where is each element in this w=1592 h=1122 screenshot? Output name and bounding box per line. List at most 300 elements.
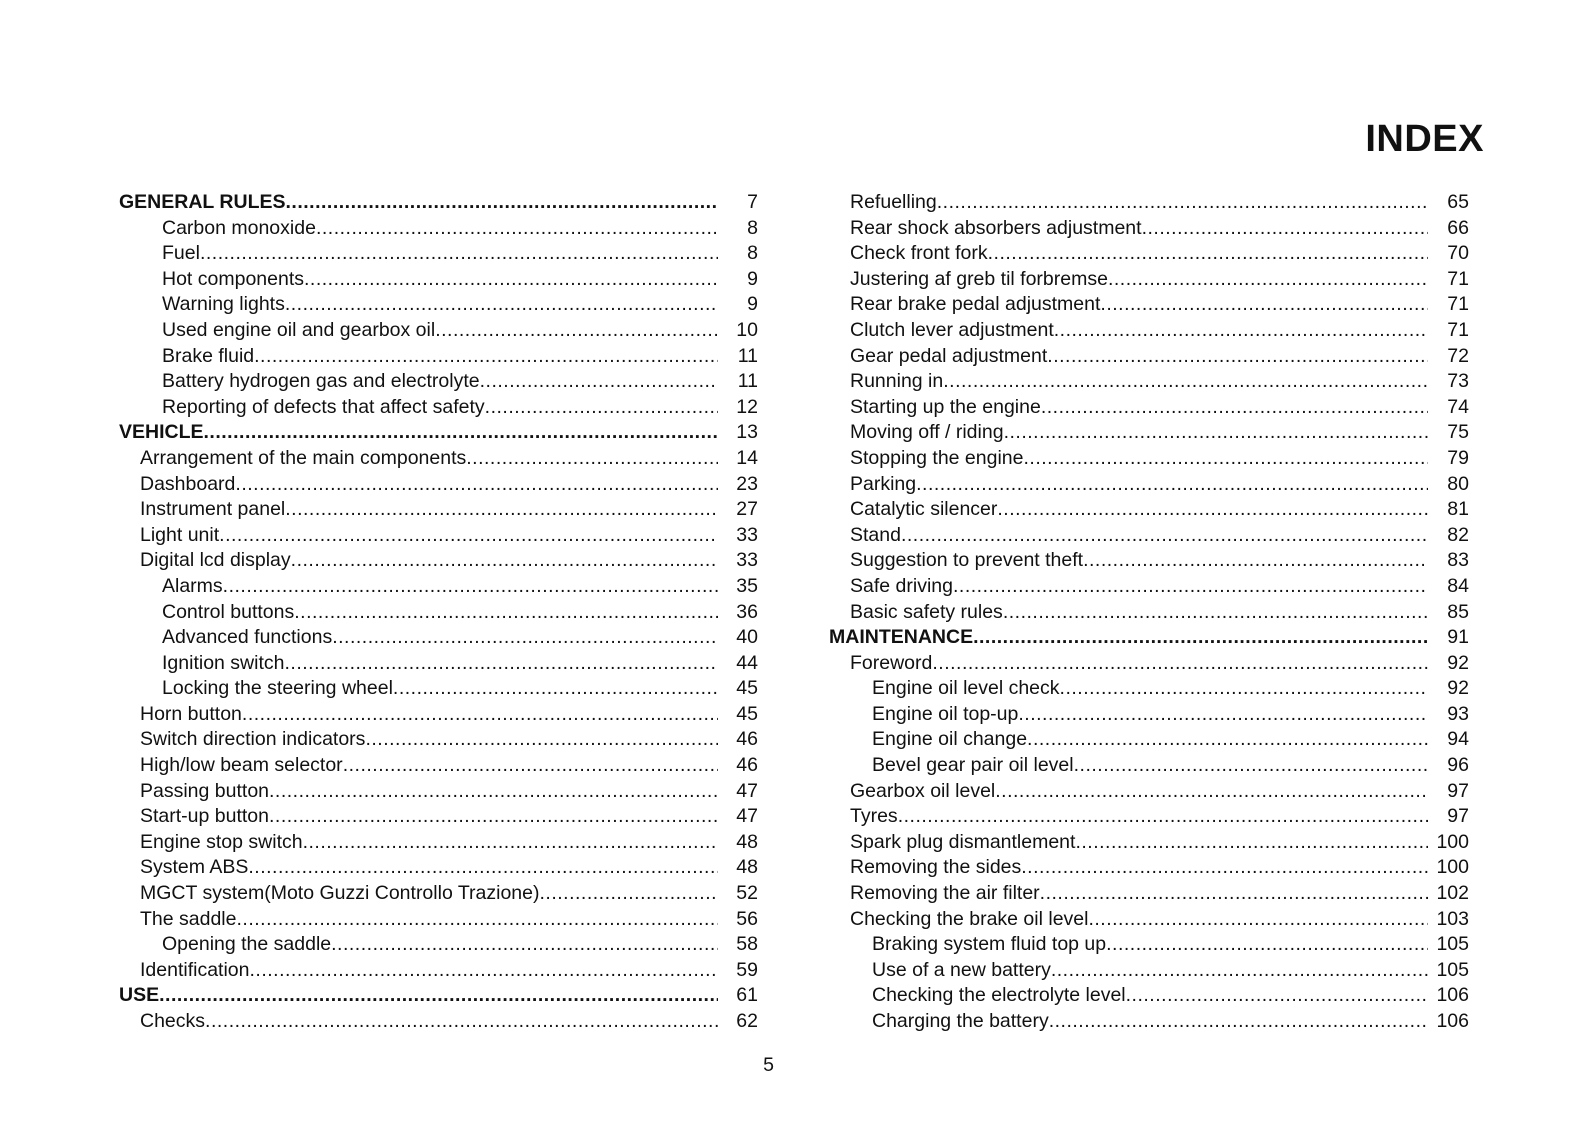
toc-entry-label: Removing the sides bbox=[850, 855, 1021, 881]
dot-leader bbox=[1040, 881, 1428, 907]
dot-leader bbox=[219, 523, 718, 549]
toc-entry-label: Battery hydrogen gas and electrolyte bbox=[162, 369, 480, 395]
dot-leader bbox=[365, 727, 718, 753]
toc-entry-label: Gearbox oil level bbox=[850, 779, 995, 805]
dot-leader bbox=[1100, 292, 1428, 318]
toc-entry[interactable] bbox=[829, 420, 1499, 446]
toc-entry[interactable] bbox=[829, 881, 1499, 907]
toc-entry[interactable] bbox=[829, 907, 1499, 933]
toc-entry[interactable] bbox=[119, 318, 775, 344]
toc-entry-label: Parking bbox=[850, 472, 916, 498]
toc-entry-label: Braking system fluid top up bbox=[872, 932, 1106, 958]
toc-entry[interactable] bbox=[829, 600, 1499, 626]
dot-leader bbox=[943, 369, 1428, 395]
toc-entry-label: Spark plug dismantlement bbox=[850, 830, 1075, 856]
toc-entry-leader bbox=[162, 369, 718, 395]
toc-left-column bbox=[119, 190, 775, 1035]
toc-entry-page-number: 9 bbox=[747, 293, 758, 316]
toc-entry-leader bbox=[850, 881, 1428, 907]
toc-entry[interactable] bbox=[119, 216, 775, 242]
toc-entry-page-number: 27 bbox=[736, 498, 758, 521]
toc-entry-page-number: 36 bbox=[736, 600, 758, 623]
dot-leader bbox=[291, 548, 718, 574]
toc-entry-label: Check front fork bbox=[850, 241, 988, 267]
toc-entry[interactable] bbox=[829, 369, 1499, 395]
page-number: 5 bbox=[763, 1054, 774, 1076]
toc-entry-page-number: 85 bbox=[1447, 600, 1469, 623]
toc-entry[interactable] bbox=[119, 497, 775, 523]
toc-entry-label: Used engine oil and gearbox oil bbox=[162, 318, 435, 344]
toc-entry-page-number: 47 bbox=[736, 779, 758, 802]
dot-leader bbox=[1075, 830, 1428, 856]
toc-entry-leader bbox=[162, 267, 718, 293]
toc-entry-leader bbox=[162, 600, 718, 626]
toc-entry-page-number: 93 bbox=[1447, 702, 1469, 725]
toc-entry-leader bbox=[140, 497, 718, 523]
dot-leader bbox=[332, 625, 718, 651]
toc-entry[interactable] bbox=[829, 958, 1499, 984]
toc-entry[interactable] bbox=[829, 676, 1499, 702]
toc-entry[interactable] bbox=[119, 241, 775, 267]
toc-section-heading[interactable] bbox=[119, 190, 775, 216]
toc-entry-page-number: 46 bbox=[736, 754, 758, 777]
toc-entry-label: Switch direction indicators bbox=[140, 727, 365, 753]
toc-entry-leader bbox=[872, 727, 1428, 753]
toc-entry[interactable] bbox=[119, 267, 775, 293]
toc-entry-label: Advanced functions bbox=[162, 625, 332, 651]
toc-entry-leader bbox=[162, 625, 718, 651]
toc-entry-label: Bevel gear pair oil level bbox=[872, 753, 1074, 779]
dot-leader bbox=[285, 497, 718, 523]
dot-leader bbox=[1083, 548, 1428, 574]
toc-entry-label: VEHICLE bbox=[119, 420, 204, 446]
toc-entry-leader bbox=[140, 523, 718, 549]
toc-entry-leader bbox=[850, 651, 1428, 677]
dot-leader bbox=[236, 907, 718, 933]
toc-entry-page-number: 9 bbox=[747, 267, 758, 290]
toc-entry-page-number: 58 bbox=[736, 933, 758, 956]
toc-entry-label: Removing the air filter bbox=[850, 881, 1040, 907]
toc-section-heading[interactable] bbox=[119, 983, 775, 1009]
toc-entry[interactable] bbox=[119, 881, 775, 907]
toc-entry-label: Use of a new battery bbox=[872, 958, 1051, 984]
toc-entry[interactable] bbox=[829, 702, 1499, 728]
toc-entry-leader bbox=[162, 574, 718, 600]
toc-entry[interactable] bbox=[119, 779, 775, 805]
toc-entry-leader bbox=[140, 1009, 718, 1035]
toc-entry-leader bbox=[850, 830, 1428, 856]
toc-entry-page-number: 80 bbox=[1447, 472, 1469, 495]
toc-entry[interactable] bbox=[829, 318, 1499, 344]
toc-entry-page-number: 100 bbox=[1436, 830, 1469, 853]
dot-leader bbox=[1041, 395, 1428, 421]
toc-entry-label: Checking the electrolyte level bbox=[872, 983, 1126, 1009]
toc-entry[interactable] bbox=[829, 344, 1499, 370]
toc-entry[interactable] bbox=[829, 241, 1499, 267]
dot-leader bbox=[250, 958, 719, 984]
toc-entry-page-number: 105 bbox=[1436, 933, 1469, 956]
toc-entry[interactable] bbox=[119, 625, 775, 651]
toc-entry[interactable] bbox=[829, 395, 1499, 421]
dot-leader bbox=[304, 267, 718, 293]
dot-leader bbox=[937, 190, 1428, 216]
toc-entry-label: The saddle bbox=[140, 907, 236, 933]
toc-entry[interactable] bbox=[119, 651, 775, 677]
toc-entry-label: High/low beam selector bbox=[140, 753, 343, 779]
toc-entry-leader bbox=[140, 907, 718, 933]
dot-leader bbox=[1023, 446, 1428, 472]
toc-entry-page-number: 91 bbox=[1447, 626, 1469, 649]
toc-entry-label: Refuelling bbox=[850, 190, 937, 216]
dot-leader bbox=[973, 625, 1428, 651]
toc-entry[interactable] bbox=[829, 497, 1499, 523]
dot-leader bbox=[316, 216, 718, 242]
toc-entry[interactable] bbox=[829, 651, 1499, 677]
toc-entry-label: Opening the saddle bbox=[162, 932, 331, 958]
toc-entry-leader bbox=[850, 600, 1428, 626]
dot-leader bbox=[254, 344, 718, 370]
toc-entry-page-number: 14 bbox=[736, 446, 758, 469]
toc-entry-leader bbox=[872, 958, 1428, 984]
toc-entry-leader bbox=[872, 932, 1428, 958]
toc-entry-leader bbox=[872, 983, 1428, 1009]
toc-entry-leader bbox=[850, 497, 1428, 523]
toc-entry-leader bbox=[850, 369, 1428, 395]
toc-entry-leader bbox=[162, 676, 718, 702]
toc-entry-leader bbox=[872, 702, 1428, 728]
dot-leader bbox=[988, 241, 1428, 267]
toc-entry-label: Light unit bbox=[140, 523, 219, 549]
toc-entry-label: Identification bbox=[140, 958, 250, 984]
toc-entry[interactable] bbox=[119, 446, 775, 472]
toc-entry[interactable] bbox=[119, 830, 775, 856]
dot-leader bbox=[223, 574, 718, 600]
dot-leader bbox=[1004, 420, 1428, 446]
toc-entry-page-number: 96 bbox=[1447, 754, 1469, 777]
toc-entry[interactable] bbox=[829, 267, 1499, 293]
toc-entry-page-number: 94 bbox=[1447, 728, 1469, 751]
toc-entry-page-number: 10 bbox=[736, 318, 758, 341]
dot-leader bbox=[898, 804, 1428, 830]
toc-entry-label: Engine oil top-up bbox=[872, 702, 1018, 728]
toc-entry[interactable] bbox=[829, 190, 1499, 216]
toc-entry[interactable] bbox=[119, 804, 775, 830]
toc-entry-leader bbox=[140, 753, 718, 779]
toc-entry-page-number: 56 bbox=[736, 907, 758, 930]
toc-entry-label: USE bbox=[119, 983, 159, 1009]
dot-leader bbox=[159, 983, 718, 1009]
toc-entry-label: Clutch lever adjustment bbox=[850, 318, 1054, 344]
toc-entry[interactable] bbox=[119, 753, 775, 779]
toc-entry-leader bbox=[162, 344, 718, 370]
toc-entry[interactable] bbox=[829, 446, 1499, 472]
dot-leader bbox=[1047, 344, 1428, 370]
toc-entry-page-number: 61 bbox=[736, 984, 758, 1007]
toc-entry-label: Tyres bbox=[850, 804, 898, 830]
dot-leader bbox=[248, 855, 718, 881]
toc-entry-leader bbox=[850, 241, 1428, 267]
toc-entry-page-number: 71 bbox=[1447, 267, 1469, 290]
toc-entry-label: Dashboard bbox=[140, 472, 235, 498]
dot-leader bbox=[286, 190, 719, 216]
toc-entry-page-number: 13 bbox=[736, 421, 758, 444]
toc-entry-label: Fuel bbox=[162, 241, 200, 267]
toc-entry[interactable] bbox=[829, 472, 1499, 498]
toc-entry-page-number: 81 bbox=[1447, 498, 1469, 521]
toc-entry[interactable] bbox=[119, 855, 775, 881]
dot-leader bbox=[932, 651, 1428, 677]
toc-entry-leader bbox=[140, 446, 718, 472]
toc-entry-page-number: 71 bbox=[1447, 293, 1469, 316]
toc-entry[interactable] bbox=[119, 702, 775, 728]
toc-entry-leader bbox=[140, 702, 718, 728]
toc-entry-page-number: 62 bbox=[736, 1010, 758, 1032]
dot-leader bbox=[1074, 753, 1428, 779]
toc-entry-leader bbox=[850, 446, 1428, 472]
dot-leader bbox=[1027, 727, 1428, 753]
dot-leader bbox=[1018, 702, 1428, 728]
toc-entry[interactable] bbox=[829, 779, 1499, 805]
dot-leader bbox=[485, 395, 718, 421]
dot-leader bbox=[200, 241, 718, 267]
toc-entry-page-number: 7 bbox=[747, 191, 758, 213]
toc-entry-label: Stopping the engine bbox=[850, 446, 1023, 472]
toc-entry[interactable] bbox=[829, 932, 1499, 958]
toc-entry-page-number: 66 bbox=[1447, 216, 1469, 239]
dot-leader bbox=[284, 651, 718, 677]
toc-entry-page-number: 82 bbox=[1447, 523, 1469, 546]
toc-entry-label: Locking the steering wheel bbox=[162, 676, 393, 702]
toc-entry-leader bbox=[872, 1009, 1428, 1035]
dot-leader bbox=[294, 600, 718, 626]
toc-section-heading[interactable] bbox=[119, 420, 775, 446]
toc-entry-label: Carbon monoxide bbox=[162, 216, 316, 242]
toc-entry-label: Checks bbox=[140, 1009, 205, 1035]
toc-entry[interactable] bbox=[119, 395, 775, 421]
dot-leader bbox=[1060, 676, 1428, 702]
toc-entry-label: Suggestion to prevent theft bbox=[850, 548, 1083, 574]
toc-entry-label: Moving off / riding bbox=[850, 420, 1004, 446]
toc-entry-page-number: 100 bbox=[1436, 856, 1469, 879]
toc-entry[interactable] bbox=[829, 1009, 1499, 1035]
dot-leader bbox=[393, 676, 718, 702]
toc-entry[interactable] bbox=[119, 932, 775, 958]
toc-entry-label: Engine oil level check bbox=[872, 676, 1060, 702]
toc-entry-leader bbox=[850, 472, 1428, 498]
toc-entry-page-number: 23 bbox=[736, 472, 758, 495]
toc-entry-page-number: 59 bbox=[736, 958, 758, 981]
toc-entry-page-number: 52 bbox=[736, 882, 758, 905]
dot-leader bbox=[1142, 216, 1428, 242]
toc-entry[interactable] bbox=[119, 472, 775, 498]
toc-entry-label: Running in bbox=[850, 369, 943, 395]
toc-entry-page-number: 75 bbox=[1447, 421, 1469, 444]
toc-entry[interactable] bbox=[119, 344, 775, 370]
toc-entry[interactable] bbox=[119, 369, 775, 395]
toc-entry[interactable] bbox=[829, 574, 1499, 600]
toc-entry-label: Catalytic silencer bbox=[850, 497, 997, 523]
toc-entry-label: Control buttons bbox=[162, 600, 294, 626]
toc-entry-label: Safe driving bbox=[850, 574, 953, 600]
toc-entry-page-number: 105 bbox=[1436, 958, 1469, 981]
toc-entry-page-number: 12 bbox=[736, 395, 758, 418]
toc-entry[interactable] bbox=[119, 548, 775, 574]
toc-entry[interactable] bbox=[829, 292, 1499, 318]
toc-entry-label: Checking the brake oil level bbox=[850, 907, 1088, 933]
toc-entry-label: Warning lights bbox=[162, 292, 285, 318]
toc-entry-label: Engine stop switch bbox=[140, 830, 303, 856]
toc-entry[interactable] bbox=[829, 548, 1499, 574]
toc-entry-page-number: 83 bbox=[1447, 549, 1469, 572]
toc-entry[interactable] bbox=[829, 983, 1499, 1009]
toc-entry-label: GENERAL RULES bbox=[119, 190, 286, 216]
toc-entry[interactable] bbox=[119, 574, 775, 600]
toc-entry-label: Arrangement of the main components bbox=[140, 446, 466, 472]
toc-entry-page-number: 8 bbox=[747, 242, 758, 265]
toc-entry[interactable] bbox=[829, 855, 1499, 881]
toc-entry[interactable] bbox=[119, 523, 775, 549]
page-title: INDEX bbox=[1365, 118, 1484, 161]
dot-leader bbox=[540, 881, 719, 907]
toc-entry-page-number: 92 bbox=[1447, 677, 1469, 700]
toc-section-heading[interactable] bbox=[829, 625, 1499, 651]
toc-entry-leader bbox=[850, 190, 1428, 216]
toc-entry-leader bbox=[140, 855, 718, 881]
toc-entry-leader bbox=[850, 292, 1428, 318]
toc-entry-label: MGCT system(Moto Guzzi Controllo Trazione) bbox=[140, 881, 540, 907]
toc-entry-page-number: 11 bbox=[737, 344, 758, 367]
toc-entry-label: Charging the battery bbox=[872, 1009, 1049, 1035]
toc-entry-leader bbox=[872, 753, 1428, 779]
dot-leader bbox=[901, 523, 1428, 549]
toc-entry-label: Passing button bbox=[140, 779, 269, 805]
toc-entry-leader bbox=[162, 241, 718, 267]
toc-entry-leader bbox=[850, 855, 1428, 881]
toc-entry-label: Reporting of defects that affect safety bbox=[162, 395, 485, 421]
toc-entry-page-number: 97 bbox=[1447, 779, 1469, 802]
toc-entry-leader bbox=[119, 983, 718, 1009]
toc-entry-leader bbox=[140, 472, 718, 498]
dot-leader bbox=[997, 497, 1428, 523]
toc-entry-page-number: 65 bbox=[1447, 191, 1469, 213]
toc-entry[interactable] bbox=[119, 727, 775, 753]
toc-entry-page-number: 71 bbox=[1447, 318, 1469, 341]
dot-leader bbox=[1106, 932, 1428, 958]
dot-leader bbox=[1054, 318, 1428, 344]
dot-leader bbox=[1049, 1009, 1428, 1035]
toc-entry-leader bbox=[119, 420, 718, 446]
toc-entry[interactable] bbox=[829, 830, 1499, 856]
toc-entry-leader bbox=[850, 523, 1428, 549]
dot-leader bbox=[242, 702, 718, 728]
toc-entry[interactable] bbox=[119, 600, 775, 626]
dot-leader bbox=[466, 446, 718, 472]
toc-entry[interactable] bbox=[119, 907, 775, 933]
toc-entry-page-number: 70 bbox=[1447, 242, 1469, 265]
toc-entry[interactable] bbox=[119, 958, 775, 984]
toc-entry-leader bbox=[162, 216, 718, 242]
dot-leader bbox=[1126, 983, 1428, 1009]
toc-entry-leader bbox=[162, 318, 718, 344]
toc-entry-leader bbox=[850, 318, 1428, 344]
toc-entry-label: Alarms bbox=[162, 574, 223, 600]
toc-entry-label: Engine oil change bbox=[872, 727, 1027, 753]
toc-entry-leader bbox=[850, 804, 1428, 830]
toc-entry-page-number: 48 bbox=[736, 856, 758, 879]
toc-entry-page-number: 48 bbox=[736, 830, 758, 853]
toc-entry-leader bbox=[162, 651, 718, 677]
toc-entry-label: Justering af greb til forbremse bbox=[850, 267, 1108, 293]
toc-entry-page-number: 45 bbox=[736, 702, 758, 725]
toc-entry[interactable] bbox=[119, 1009, 775, 1035]
dot-leader bbox=[343, 753, 718, 779]
toc-entry-leader bbox=[140, 830, 718, 856]
toc-entry[interactable] bbox=[829, 523, 1499, 549]
toc-entry-label: Foreword bbox=[850, 651, 932, 677]
toc-entry-leader bbox=[850, 395, 1428, 421]
toc-entry-page-number: 46 bbox=[736, 728, 758, 751]
dot-leader bbox=[235, 472, 718, 498]
toc-entry-page-number: 84 bbox=[1447, 574, 1469, 597]
toc-entry-page-number: 73 bbox=[1447, 370, 1469, 393]
dot-leader bbox=[1088, 907, 1428, 933]
toc-entry-leader bbox=[119, 190, 718, 216]
toc-entry-leader bbox=[850, 548, 1428, 574]
toc-entry[interactable] bbox=[119, 676, 775, 702]
toc-entry[interactable] bbox=[829, 727, 1499, 753]
toc-entry-leader bbox=[850, 420, 1428, 446]
dot-leader bbox=[269, 804, 718, 830]
dot-leader bbox=[269, 779, 718, 805]
toc-entry-page-number: 47 bbox=[736, 805, 758, 828]
toc-entry[interactable] bbox=[119, 292, 775, 318]
toc-entry-label: System ABS bbox=[140, 855, 248, 881]
toc-entry-page-number: 8 bbox=[747, 216, 758, 239]
toc-entry-label: Brake fluid bbox=[162, 344, 254, 370]
toc-entry-leader bbox=[829, 625, 1428, 651]
toc-entry-label: Basic safety rules bbox=[850, 600, 1003, 626]
toc-entry-label: Ignition switch bbox=[162, 651, 284, 677]
toc-entry-leader bbox=[162, 292, 718, 318]
dot-leader bbox=[1003, 600, 1428, 626]
dot-leader bbox=[1051, 958, 1428, 984]
dot-leader bbox=[480, 369, 718, 395]
toc-entry-leader bbox=[162, 932, 718, 958]
toc-entry-leader bbox=[140, 804, 718, 830]
dot-leader bbox=[995, 779, 1428, 805]
toc-entry[interactable] bbox=[829, 804, 1499, 830]
toc-entry[interactable] bbox=[829, 753, 1499, 779]
toc-entry-page-number: 35 bbox=[736, 574, 758, 597]
dot-leader bbox=[953, 574, 1428, 600]
toc-entry-leader bbox=[140, 548, 718, 574]
toc-entry-label: MAINTENANCE bbox=[829, 625, 973, 651]
toc-entry-page-number: 79 bbox=[1447, 446, 1469, 469]
toc-entry-label: Gear pedal adjustment bbox=[850, 344, 1047, 370]
toc-entry-leader bbox=[850, 779, 1428, 805]
dot-leader bbox=[204, 420, 718, 446]
toc-entry-page-number: 44 bbox=[736, 651, 758, 674]
toc-entry-page-number: 106 bbox=[1436, 1010, 1469, 1032]
dot-leader bbox=[303, 830, 718, 856]
toc-entry-leader bbox=[850, 574, 1428, 600]
toc-entry-page-number: 92 bbox=[1447, 651, 1469, 674]
toc-entry[interactable] bbox=[829, 216, 1499, 242]
toc-entry-label: Starting up the engine bbox=[850, 395, 1041, 421]
toc-entry-page-number: 45 bbox=[736, 677, 758, 700]
toc-entry-leader bbox=[850, 344, 1428, 370]
toc-entry-page-number: 11 bbox=[737, 370, 758, 393]
